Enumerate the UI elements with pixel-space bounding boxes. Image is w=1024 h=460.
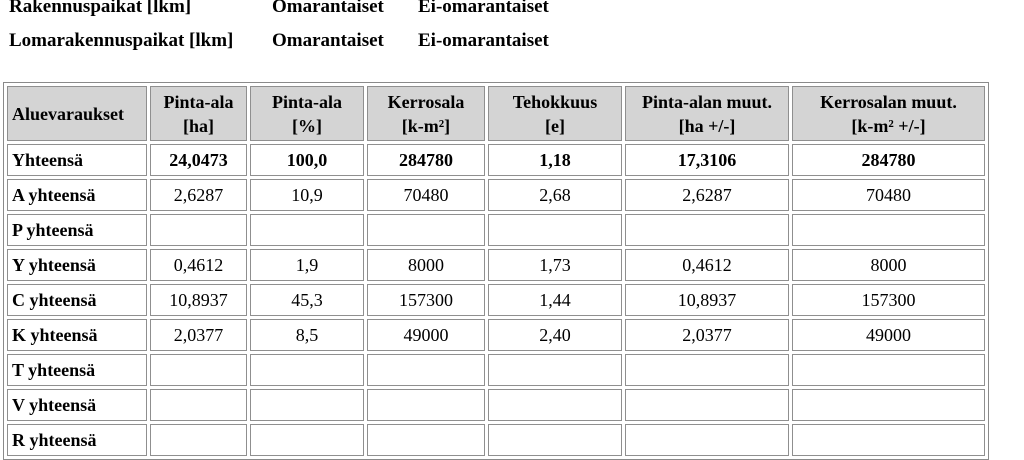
cell-efficiency: 1,44 bbox=[488, 284, 622, 316]
building-sites-non-shore: Ei-omarantaiset bbox=[418, 0, 549, 17]
header-land-use: Aluevaraukset bbox=[7, 86, 147, 141]
table-row-v bbox=[7, 389, 985, 421]
cell-area-change: 0,4612 bbox=[625, 249, 789, 281]
cell-area-ha bbox=[150, 214, 247, 246]
row-label: Y yhteensä bbox=[7, 249, 147, 281]
header-area-ha: Pinta-ala [ha] bbox=[150, 86, 247, 141]
table-row-c bbox=[7, 284, 985, 316]
cell-area-change: 2,6287 bbox=[625, 179, 789, 211]
row-label: T yhteensä bbox=[7, 354, 147, 386]
table-row-r bbox=[7, 424, 985, 456]
cell-area-percent: 100,0 bbox=[250, 144, 364, 176]
cell-area-percent: 1,9 bbox=[250, 249, 364, 281]
cell-efficiency: 1,73 bbox=[488, 249, 622, 281]
cell-area-change: 2,0377 bbox=[625, 319, 789, 351]
table-header-row bbox=[7, 86, 985, 141]
cell-area-change bbox=[625, 354, 789, 386]
row-label: C yhteensä bbox=[7, 284, 147, 316]
cell-area-change: 17,3106 bbox=[625, 144, 789, 176]
cell-efficiency bbox=[488, 389, 622, 421]
cell-area-percent bbox=[250, 424, 364, 456]
cell-area-change bbox=[625, 389, 789, 421]
cell-area-ha: 0,4612 bbox=[150, 249, 247, 281]
cell-floor-area-change: 157300 bbox=[792, 284, 985, 316]
cell-area-ha: 2,0377 bbox=[150, 319, 247, 351]
cell-efficiency: 2,40 bbox=[488, 319, 622, 351]
cell-floor-area bbox=[367, 424, 485, 456]
building-site-counts bbox=[9, 0, 549, 58]
table-row-k bbox=[7, 319, 985, 351]
holiday-sites-non-shore: Ei-omarantaiset bbox=[418, 30, 549, 51]
cell-floor-area: 49000 bbox=[367, 319, 485, 351]
cell-floor-area bbox=[367, 214, 485, 246]
table-row-t bbox=[7, 354, 985, 386]
cell-floor-area-change bbox=[792, 214, 985, 246]
header-area-change: Pinta-alan muut. [ha +/-] bbox=[625, 86, 789, 141]
holiday-sites-row bbox=[9, 24, 549, 58]
cell-area-ha: 2,6287 bbox=[150, 179, 247, 211]
cell-floor-area-change: 284780 bbox=[792, 144, 985, 176]
cell-floor-area-change bbox=[792, 389, 985, 421]
cell-floor-area: 157300 bbox=[367, 284, 485, 316]
cell-floor-area-change: 70480 bbox=[792, 179, 985, 211]
cell-floor-area: 70480 bbox=[367, 179, 485, 211]
cell-area-percent bbox=[250, 214, 364, 246]
header-floor-area-change: Kerrosalan muut. [k-m² +/-] bbox=[792, 86, 985, 141]
row-label: A yhteensä bbox=[7, 179, 147, 211]
cell-floor-area: 284780 bbox=[367, 144, 485, 176]
cell-floor-area-change bbox=[792, 354, 985, 386]
table-row-p bbox=[7, 214, 985, 246]
cell-area-change: 10,8937 bbox=[625, 284, 789, 316]
cell-area-percent: 45,3 bbox=[250, 284, 364, 316]
cell-area-ha: 10,8937 bbox=[150, 284, 247, 316]
cell-area-percent: 10,9 bbox=[250, 179, 364, 211]
cell-floor-area bbox=[367, 389, 485, 421]
cell-area-ha bbox=[150, 354, 247, 386]
row-label: K yhteensä bbox=[7, 319, 147, 351]
cell-floor-area-change: 8000 bbox=[792, 249, 985, 281]
cell-floor-area bbox=[367, 354, 485, 386]
cell-efficiency bbox=[488, 424, 622, 456]
cell-efficiency bbox=[488, 214, 622, 246]
row-label: P yhteensä bbox=[7, 214, 147, 246]
land-use-summary-table bbox=[3, 82, 989, 460]
cell-area-percent: 8,5 bbox=[250, 319, 364, 351]
cell-area-percent bbox=[250, 389, 364, 421]
cell-efficiency bbox=[488, 354, 622, 386]
header-floor-area: Kerrosala [k-m²] bbox=[367, 86, 485, 141]
row-label: R yhteensä bbox=[7, 424, 147, 456]
header-efficiency: Tehokkuus [e] bbox=[488, 86, 622, 141]
table-row-total bbox=[7, 144, 985, 176]
holiday-sites-shore: Omarantaiset bbox=[272, 30, 384, 51]
cell-area-percent bbox=[250, 354, 364, 386]
table-row-a bbox=[7, 179, 985, 211]
cell-efficiency: 1,18 bbox=[488, 144, 622, 176]
building-sites-row bbox=[9, 0, 549, 24]
cell-area-ha bbox=[150, 389, 247, 421]
header-area-percent: Pinta-ala [%] bbox=[250, 86, 364, 141]
cell-area-change bbox=[625, 214, 789, 246]
building-sites-label: Rakennuspaikat [lkm] bbox=[9, 0, 192, 17]
cell-efficiency: 2,68 bbox=[488, 179, 622, 211]
cell-area-ha: 24,0473 bbox=[150, 144, 247, 176]
holiday-sites-label: Lomarakennuspaikat [lkm] bbox=[9, 30, 234, 51]
table-row-y bbox=[7, 249, 985, 281]
cell-area-change bbox=[625, 424, 789, 456]
row-label: Yhteensä bbox=[7, 144, 147, 176]
cell-floor-area-change: 49000 bbox=[792, 319, 985, 351]
row-label: V yhteensä bbox=[7, 389, 147, 421]
cell-floor-area-change bbox=[792, 424, 985, 456]
building-sites-shore: Omarantaiset bbox=[272, 0, 384, 17]
cell-floor-area: 8000 bbox=[367, 249, 485, 281]
cell-area-ha bbox=[150, 424, 247, 456]
